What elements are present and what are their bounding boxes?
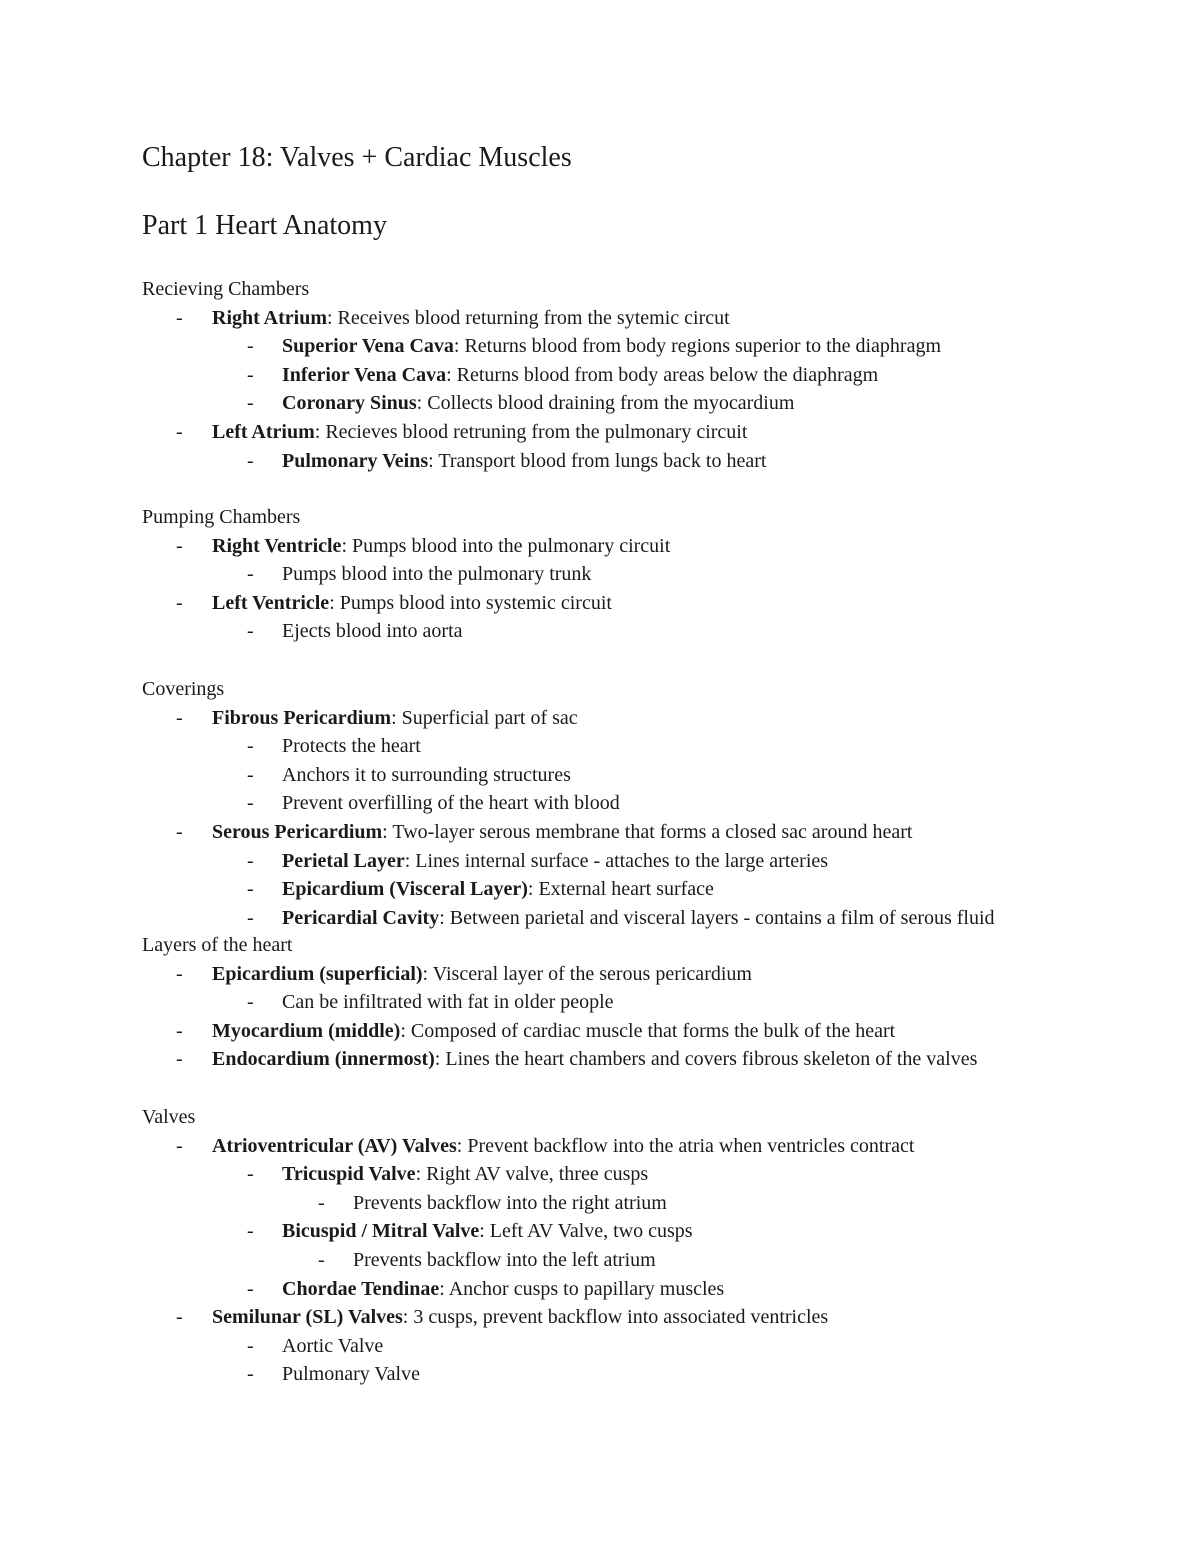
list-item [142,617,463,646]
list-item [142,904,995,933]
definition: : Visceral layer of the serous pericardium [422,962,752,985]
term: Semilunar (SL) Valves [212,1306,403,1329]
item-text: Pulmonary Valve [282,1363,420,1386]
section-heading: Recieving Chambers [142,278,310,300]
bullet-dash: - [176,1306,183,1329]
section-heading: Coverings [142,678,225,700]
section-heading: Valves [142,1106,196,1128]
definition: : Right AV valve, three cusps [415,1163,649,1186]
definition: : Two-layer serous membrane that forms a closed sac around heart [382,820,913,843]
definition: : Between parietal and visceral layers - contains a film of serous fluid [439,906,995,929]
bullet-dash: - [247,563,254,586]
bullet-dash: - [247,878,254,901]
definition: : Recieves blood retruning from the pulmonary circuit [314,420,748,443]
list-item [142,1275,725,1304]
list-item [142,704,578,733]
term: Myocardium (middle) [212,1019,401,1042]
list-item [142,818,913,847]
item-text: Pumps blood into the pulmonary trunk [282,563,592,586]
definition: : Collects blood draining from the myocardium [416,392,795,415]
term: Superior Vena Cava [282,335,454,358]
bullet-dash: - [247,620,254,643]
bullet-dash: - [176,962,183,985]
bullet-dash: - [176,1048,183,1071]
definition: : Pumps blood into systemic circuit [329,591,612,614]
list-item [142,560,592,589]
definition: : External heart surface [527,878,714,901]
section-coverings [142,675,995,932]
list-item [142,1160,649,1189]
list-item [142,532,671,561]
bullet-dash: - [247,906,254,929]
bullet-dash: - [247,792,254,815]
definition: : 3 cusps, prevent backflow into associated ventricles [402,1306,829,1329]
list-item [142,875,714,904]
bullet-dash: - [176,1019,183,1042]
list-item [142,789,620,818]
part-heading: Part 1 Heart Anatomy [142,210,387,241]
definition: : Transport blood from lungs back to heart [428,449,767,472]
term: Coronary Sinus [282,392,417,415]
term: Left Ventricle [212,591,330,614]
bullet-dash: - [176,420,183,443]
list-item [142,1360,420,1389]
bullet-dash: - [176,706,183,729]
list-item [142,447,767,476]
list-item [142,389,795,418]
item-text: Protects the heart [282,735,421,758]
item-text: Can be infiltrated with fat in older people [282,991,614,1014]
bullet-dash: - [247,1363,254,1386]
item-text: Ejects blood into aorta [282,620,463,643]
list-item [142,1217,693,1246]
term: Right Ventricle [212,534,342,557]
bullet-dash: - [247,991,254,1014]
list-item [142,589,612,618]
list-item [142,761,571,790]
section-pumping-chambers [142,503,671,646]
term: Tricuspid Valve [282,1163,416,1186]
bullet-dash: - [247,735,254,758]
bullet-dash: - [176,820,183,843]
section-heading: Layers of the heart [142,934,293,956]
item-text: Prevent overfilling of the heart with blood [282,792,620,815]
list-item [142,361,879,390]
bullet-dash: - [247,335,254,358]
bullet-dash: - [247,449,254,472]
definition: : Anchor cusps to papillary muscles [439,1277,725,1300]
term: Endocardium (innermost) [212,1048,435,1071]
bullet-dash: - [318,1191,325,1214]
item-text: Anchors it to surrounding structures [282,763,571,786]
definition: : Returns blood from body regions superior to the diaphragm [453,335,942,358]
list-item [142,847,829,876]
definition: : Prevent backflow into the atria when ventricles contract [456,1134,915,1157]
bullet-dash: - [176,306,183,329]
term: Atrioventricular (AV) Valves [212,1134,457,1157]
term: Epicardium (superficial) [212,962,423,985]
term: Serous Pericardium [212,820,383,843]
bullet-dash: - [247,363,254,386]
definition: : Returns blood from body areas below the diaphragm [446,363,879,386]
section-recieving-chambers [142,275,942,475]
definition: : Superficial part of sac [391,706,578,729]
bullet-dash: - [247,1277,254,1300]
bullet-dash: - [247,1220,254,1243]
list-item [142,1332,384,1361]
bullet-dash: - [176,1134,183,1157]
item-text: Prevents backflow into the left atrium [353,1248,656,1271]
list-item [142,1189,667,1218]
list-item [142,332,942,361]
list-item [142,418,748,447]
definition: : Lines the heart chambers and covers fibrous skeleton of the valves [434,1048,978,1071]
list-item [142,1246,656,1275]
term: Perietal Layer [282,849,405,872]
bullet-dash: - [247,392,254,415]
term: Bicuspid / Mitral Valve [282,1220,480,1243]
term: Chordae Tendinae [282,1277,440,1300]
term: Pericardial Cavity [282,906,440,929]
list-item [142,1303,829,1332]
bullet-dash: - [247,1334,254,1357]
term: Inferior Vena Cava [282,363,447,386]
list-item [142,1017,896,1046]
bullet-dash: - [176,534,183,557]
list-item [142,1045,978,1074]
chapter-title: Chapter 18: Valves + Cardiac Muscles [142,142,572,173]
term: Right Atrium [212,306,327,329]
term: Left Atrium [212,420,315,443]
list-item [142,732,421,761]
bullet-dash: - [247,849,254,872]
item-text: Aortic Valve [282,1334,384,1357]
section-heading: Pumping Chambers [142,506,301,528]
definition: : Lines internal surface - attaches to the large arteries [404,849,829,872]
definition: : Receives blood returning from the sytemic circut [327,306,730,329]
term: Fibrous Pericardium [212,706,392,729]
bullet-dash: - [247,1163,254,1186]
bullet-dash: - [318,1248,325,1271]
item-text: Prevents backflow into the right atrium [353,1191,667,1214]
list-item [142,960,752,989]
section-valves [142,1103,915,1389]
bullet-dash: - [247,763,254,786]
term: Epicardium (Visceral Layer) [282,878,528,901]
definition: : Pumps blood into the pulmonary circuit [341,534,671,557]
section-layers-of-the-heart [142,931,978,1074]
term: Pulmonary Veins [282,449,429,472]
list-item [142,988,614,1017]
list-item [142,304,730,333]
definition: : Left AV Valve, two cusps [479,1220,693,1243]
bullet-dash: - [176,591,183,614]
list-item [142,1132,915,1161]
definition: : Composed of cardiac muscle that forms the bulk of the heart [400,1019,896,1042]
